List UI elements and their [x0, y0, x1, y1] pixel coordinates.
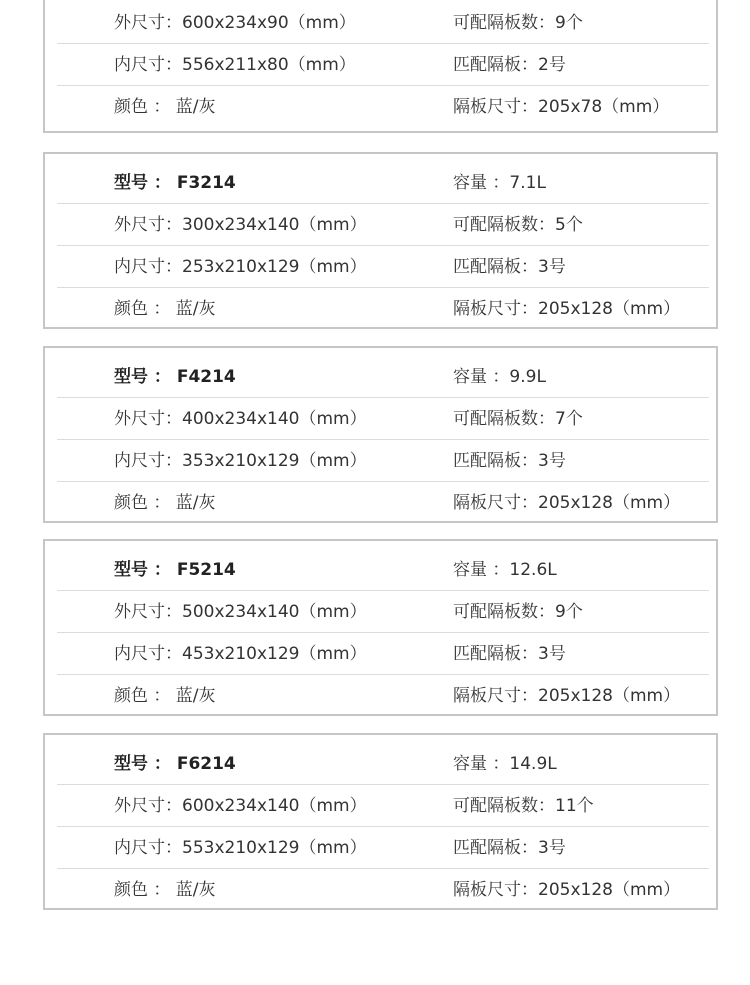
divider-type: 匹配隔板：3号: [453, 838, 566, 858]
divider-count: 可配隔板数：9个: [453, 602, 583, 622]
spec-row: [57, 246, 709, 288]
inner-size: 内尺寸：556x211x80（mm）: [114, 55, 356, 75]
divider-type: 匹配隔板：3号: [453, 257, 566, 277]
spec-row: [57, 549, 709, 591]
color: 颜色 ： 蓝/灰: [114, 880, 216, 900]
spec-row: [57, 204, 709, 246]
divider-size: 隔板尺寸：205x128（mm）: [453, 880, 681, 900]
divider-size: 隔板尺寸：205x128（mm）: [453, 493, 681, 513]
outer-size: 外尺寸：300x234x140（mm）: [114, 215, 367, 235]
inner-size: 内尺寸：553x210x129（mm）: [114, 838, 367, 858]
spec-card: [43, 0, 718, 133]
divider-size: 隔板尺寸：205x128（mm）: [453, 686, 681, 706]
color: 颜色 ： 蓝/灰: [114, 97, 216, 117]
inner-size: 内尺寸：453x210x129（mm）: [114, 644, 367, 664]
capacity: 容量 ：12.6L: [453, 560, 557, 580]
spec-row: [57, 869, 709, 911]
spec-card: [43, 152, 718, 329]
capacity: 容量 ：7.1L: [453, 173, 546, 193]
outer-size: 外尺寸：500x234x140（mm）: [114, 602, 367, 622]
model-number: 型号 ： F4214: [114, 367, 236, 387]
outer-size: 外尺寸：400x234x140（mm）: [114, 409, 367, 429]
color: 颜色 ： 蓝/灰: [114, 686, 216, 706]
spec-row: [57, 827, 709, 869]
divider-type: 匹配隔板：3号: [453, 644, 566, 664]
spec-row: [57, 785, 709, 827]
spec-row: [57, 356, 709, 398]
divider-count: 可配隔板数：5个: [453, 215, 583, 235]
spec-row: [57, 288, 709, 330]
inner-size: 内尺寸：253x210x129（mm）: [114, 257, 367, 277]
capacity: 容量 ：9.9L: [453, 367, 546, 387]
inner-size: 内尺寸：353x210x129（mm）: [114, 451, 367, 471]
divider-size: 隔板尺寸：205x78（mm）: [453, 97, 670, 117]
spec-card: [43, 539, 718, 716]
capacity: 容量 ：14.9L: [453, 754, 557, 774]
spec-card: [43, 346, 718, 523]
spec-row: [57, 675, 709, 717]
spec-row: [57, 633, 709, 675]
spec-row: [57, 86, 709, 128]
outer-size: 外尺寸：600x234x140（mm）: [114, 796, 367, 816]
divider-size: 隔板尺寸：205x128（mm）: [453, 299, 681, 319]
spec-row: [57, 162, 709, 204]
model-number: 型号 ： F6214: [114, 754, 236, 774]
color: 颜色 ： 蓝/灰: [114, 493, 216, 513]
spec-card: [43, 733, 718, 910]
model-number: 型号 ： F5214: [114, 560, 236, 580]
spec-row: [57, 2, 709, 44]
outer-size: 外尺寸：600x234x90（mm）: [114, 13, 356, 33]
spec-row: [57, 398, 709, 440]
spec-row: [57, 591, 709, 633]
divider-type: 匹配隔板：3号: [453, 451, 566, 471]
spec-row: [57, 44, 709, 86]
spec-row: [57, 743, 709, 785]
spec-row: [57, 440, 709, 482]
color: 颜色 ： 蓝/灰: [114, 299, 216, 319]
divider-count: 可配隔板数：9个: [453, 13, 583, 33]
divider-count: 可配隔板数：7个: [453, 409, 583, 429]
spec-row: [57, 482, 709, 524]
model-number: 型号 ： F3214: [114, 173, 236, 193]
divider-type: 匹配隔板：2号: [453, 55, 566, 75]
divider-count: 可配隔板数：11个: [453, 796, 594, 816]
